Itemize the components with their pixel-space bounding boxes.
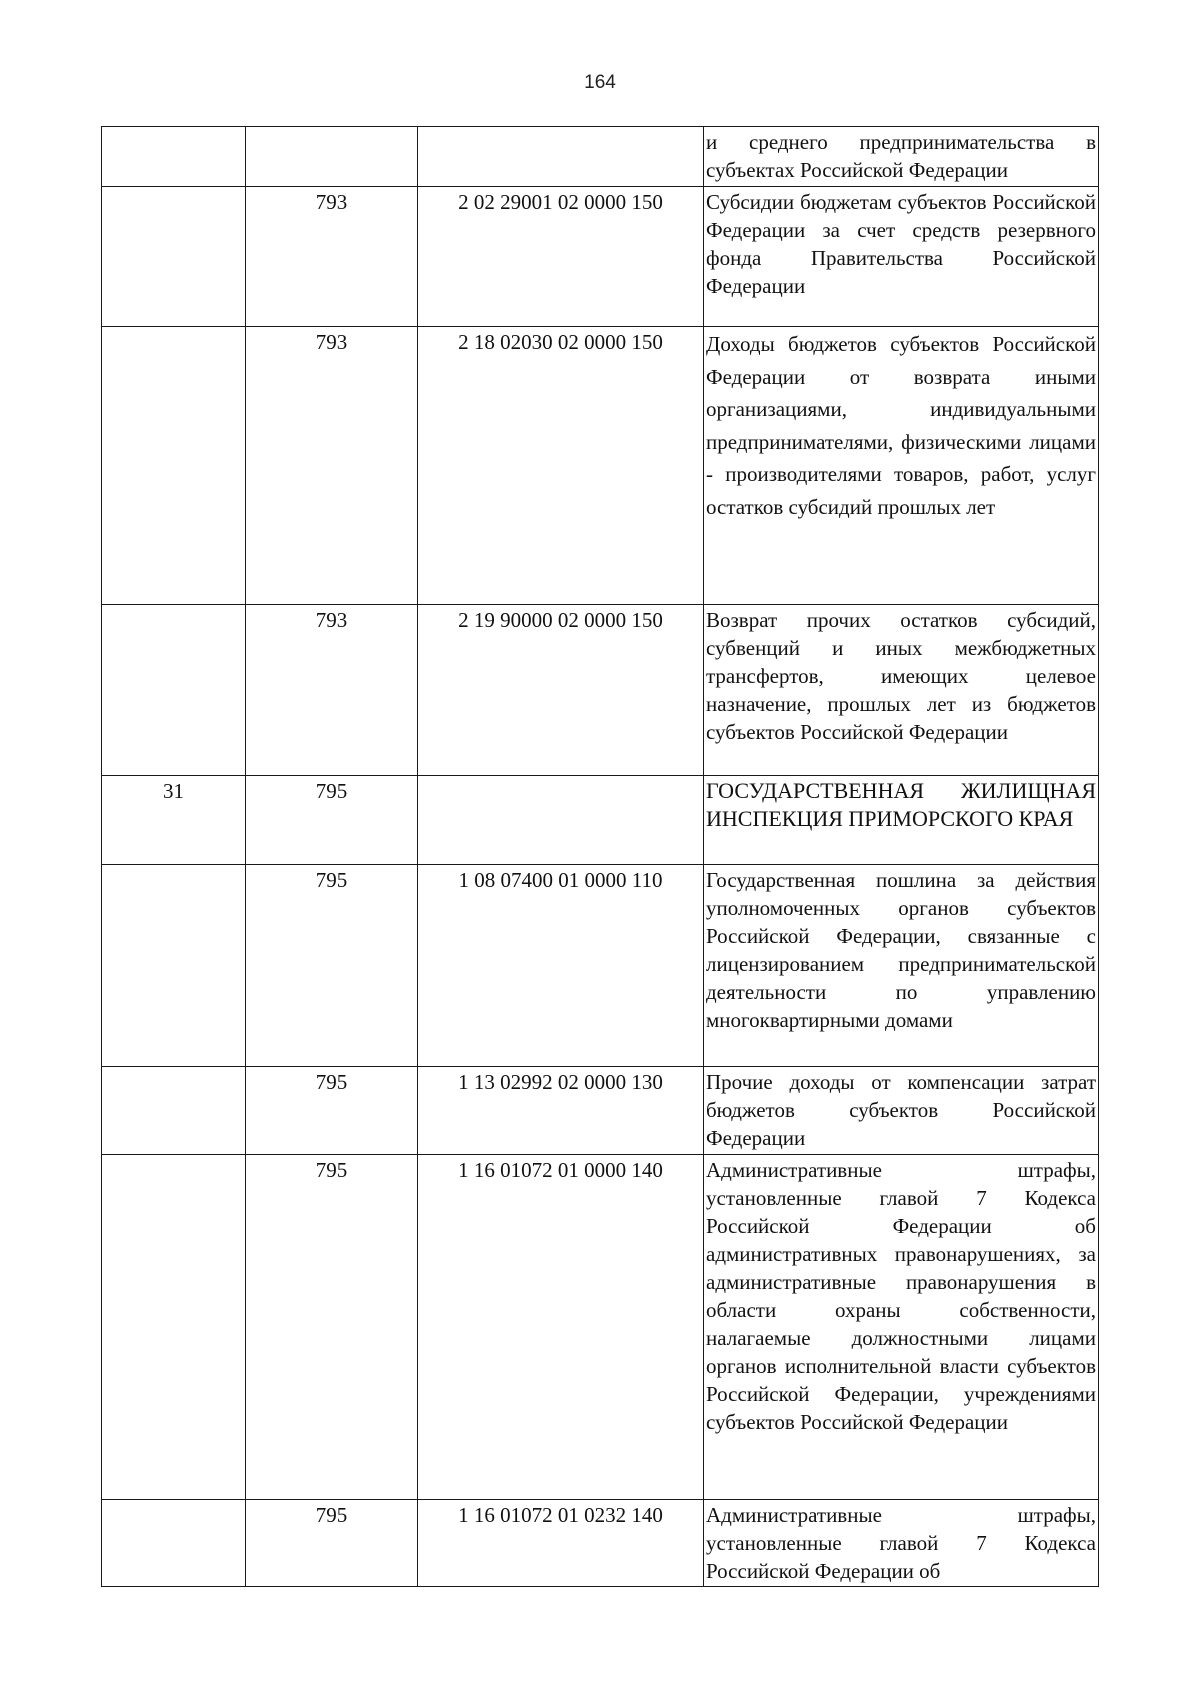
budget-classification-code-cell	[418, 776, 704, 865]
table-row	[102, 865, 1099, 1067]
table-row	[102, 1500, 1099, 1587]
administrator-code-cell: 793	[246, 605, 418, 776]
administrator-code-cell: 795	[246, 776, 418, 865]
revenue-description-cell: и среднего предпринимательства в субъектах Российской Федерации	[704, 127, 1099, 187]
administrator-code-cell: 793	[246, 327, 418, 605]
row-number-cell: 31	[102, 776, 246, 865]
revenue-description-cell: Административные штрафы, установленные главой 7 Кодекса Российской Федерации об административных правонарушениях, за административные правонарушения в области охраны собственности, налагаемые должностными лицами органов исполнительной власти субъектов Российской Федерации, учреждениями субъектов Российской Федерации	[704, 1155, 1099, 1500]
table-row	[102, 1067, 1099, 1155]
administrator-code-cell: 795	[246, 1155, 418, 1500]
administrator-code-cell: 793	[246, 187, 418, 327]
administrator-code-cell: 795	[246, 865, 418, 1067]
row-number-cell	[102, 187, 246, 327]
revenue-description-cell: Доходы бюджетов субъектов Российской Федерации от возврата иными организациями, индивидуальными предпринимателями, физическими лицами - производителями товаров, работ, услуг остатков субсидий прошлых лет	[704, 327, 1099, 605]
table-row	[102, 776, 1099, 865]
administrator-code-cell: 795	[246, 1500, 418, 1587]
row-number-cell	[102, 1500, 246, 1587]
revenue-description-cell: Административные штрафы, установленные главой 7 Кодекса Российской Федерации об	[704, 1500, 1099, 1587]
budget-classification-code-cell: 1 13 02992 02 0000 130	[418, 1067, 704, 1155]
budget-classification-code-cell: 1 16 01072 01 0232 140	[418, 1500, 704, 1587]
row-number-cell	[102, 127, 246, 187]
table-row	[102, 187, 1099, 327]
budget-classification-code-cell: 2 19 90000 02 0000 150	[418, 605, 704, 776]
administrator-code-cell	[246, 127, 418, 187]
table-row	[102, 605, 1099, 776]
table-row	[102, 127, 1099, 187]
row-number-cell	[102, 605, 246, 776]
row-number-cell	[102, 327, 246, 605]
row-number-cell	[102, 1155, 246, 1500]
table-row	[102, 327, 1099, 605]
administrator-code-cell: 795	[246, 1067, 418, 1155]
revenue-description-cell: ГОСУДАРСТВЕННАЯ ЖИЛИЩНАЯ ИНСПЕКЦИЯ ПРИМОРСКОГО КРАЯ	[704, 776, 1099, 865]
budget-classification-code-cell: 1 16 01072 01 0000 140	[418, 1155, 704, 1500]
row-number-cell	[102, 1067, 246, 1155]
table-row	[102, 1155, 1099, 1500]
row-number-cell	[102, 865, 246, 1067]
budget-classification-code-cell: 1 08 07400 01 0000 110	[418, 865, 704, 1067]
budget-classification-code-cell: 2 02 29001 02 0000 150	[418, 187, 704, 327]
page-number: 164	[584, 72, 616, 93]
revenue-description-cell: Государственная пошлина за действия уполномоченных органов субъектов Российской Федерации, связанные с лицензированием предпринимательской деятельности по управлению многоквартирными домами	[704, 865, 1099, 1067]
budget-classification-code-cell	[418, 127, 704, 187]
table-body	[102, 127, 1099, 1587]
revenue-description-cell: Прочие доходы от компенсации затрат бюджетов субъектов Российской Федерации	[704, 1067, 1099, 1155]
revenue-description-cell: Возврат прочих остатков субсидий, субвенций и иных межбюджетных трансфертов, имеющих целевое назначение, прошлых лет из бюджетов субъектов Российской Федерации	[704, 605, 1099, 776]
budget-classification-code-cell: 2 18 02030 02 0000 150	[418, 327, 704, 605]
revenue-codes-table	[101, 126, 1099, 1587]
revenue-description-cell: Субсидии бюджетам субъектов Российской Федерации за счет средств резервного фонда Правительства Российской Федерации	[704, 187, 1099, 327]
